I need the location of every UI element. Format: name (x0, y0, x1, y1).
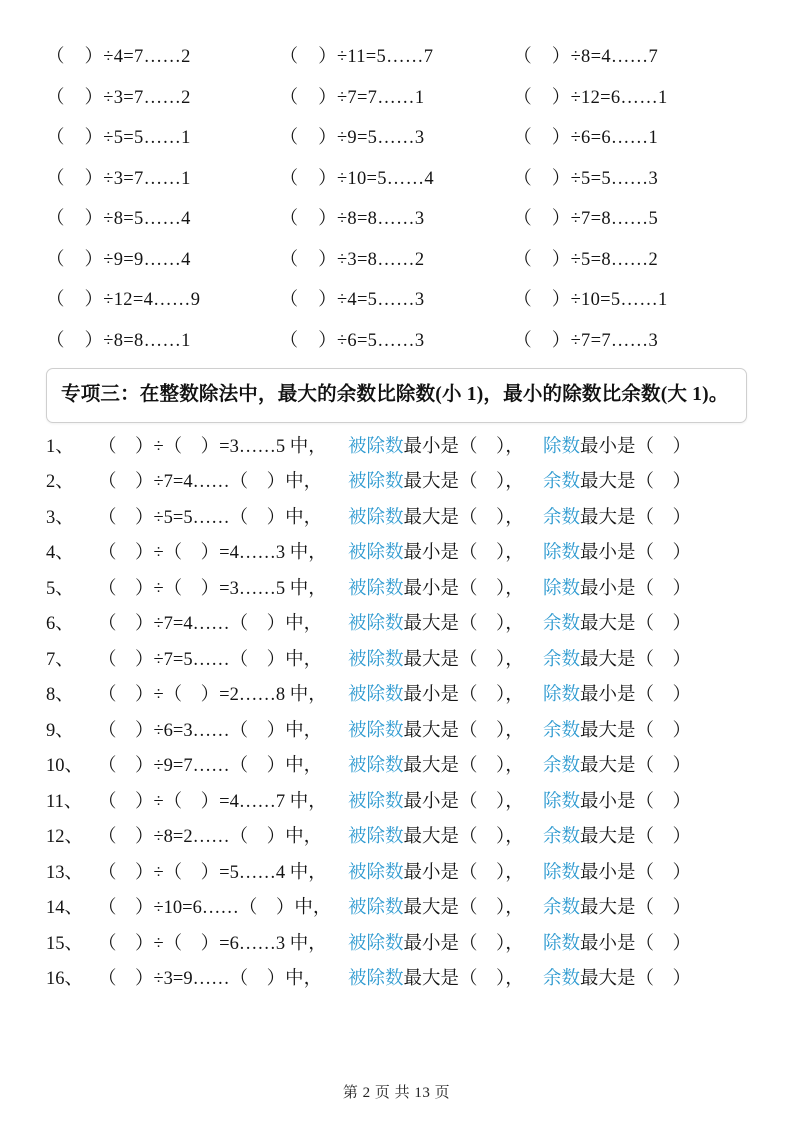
question-number: 2、 (46, 472, 74, 492)
list-item (46, 863, 747, 883)
question-expression: （ ）÷7=4……（ ）中， (98, 614, 323, 634)
list-item (46, 792, 747, 812)
question-number: 13、 (46, 862, 84, 883)
question-part-1 (348, 685, 543, 705)
exercise-row (46, 245, 747, 271)
question-number: 1、 (46, 436, 74, 457)
question-part-1 (348, 508, 543, 528)
keyword-term: 除数 (543, 685, 581, 705)
question-part-2 (543, 614, 747, 634)
question-part-1 (348, 543, 543, 563)
question-part-2-rest: 最大是（ ） (580, 898, 692, 918)
question-part-2-rest: 最大是（ ） (580, 720, 692, 741)
question-number: 11、 (46, 791, 83, 812)
list-item (46, 543, 747, 563)
question-expression: （ ）÷5=5……（ ）中， (98, 507, 323, 528)
question-number: 4、 (46, 543, 74, 563)
question-part-2 (543, 579, 747, 599)
question-number: 12、 (46, 827, 84, 847)
exercise-cell: （ ）÷3=8……2 (279, 249, 425, 270)
keyword-term: 被除数 (348, 827, 404, 847)
question-part-1-rest: 最小是（ ）， (403, 791, 524, 812)
keyword-term: 被除数 (348, 898, 404, 918)
question-part-2 (543, 437, 747, 457)
exercise-cell: （ ）÷6=5……3 (279, 330, 425, 351)
question-part-1 (348, 756, 543, 776)
keyword-term: 被除数 (348, 791, 404, 812)
question-number: 15、 (46, 933, 84, 954)
keyword-term: 被除数 (348, 649, 404, 670)
keyword-term: 余数 (543, 472, 581, 492)
exercise-row (46, 123, 747, 149)
question-part-2-rest: 最小是（ ） (580, 436, 692, 457)
keyword-term: 除数 (543, 578, 581, 599)
exercise-cell: （ ）÷12=4……9 (46, 290, 201, 310)
exercise-cell: （ ）÷5=8……2 (513, 249, 659, 270)
question-number: 14、 (46, 898, 84, 918)
question-part-1-rest: 最大是（ ）， (403, 969, 524, 989)
exercise-cell: （ ）÷4=7……2 (46, 47, 191, 67)
keyword-term: 除数 (543, 933, 581, 954)
question-part-1-rest: 最大是（ ）， (403, 827, 524, 847)
question-number: 5、 (46, 578, 74, 599)
exercise-cell: （ ）÷5=5……3 (513, 168, 659, 189)
exercise-row (46, 204, 747, 230)
question-part-2-rest: 最大是（ ） (580, 507, 692, 528)
question-part-2-rest: 最小是（ ） (580, 543, 692, 563)
question-part-1 (348, 969, 543, 989)
keyword-term: 余数 (543, 756, 581, 776)
question-part-2 (543, 650, 747, 670)
keyword-term: 被除数 (348, 720, 404, 741)
keyword-term: 余数 (543, 614, 581, 634)
exercise-grid (46, 42, 747, 352)
question-part-2 (543, 721, 747, 741)
keyword-term: 余数 (543, 969, 581, 989)
keyword-term: 被除数 (348, 543, 404, 563)
question-part-2 (543, 543, 747, 563)
question-part-1 (348, 934, 543, 954)
keyword-term: 除数 (543, 543, 581, 563)
question-part-1-rest: 最小是（ ）， (403, 685, 524, 705)
exercise-cell: （ ）÷10=5……4 (279, 168, 434, 189)
question-part-2-rest: 最大是（ ） (580, 969, 692, 989)
keyword-term: 除数 (543, 862, 581, 883)
question-part-2-rest: 最小是（ ） (580, 933, 692, 954)
question-expression: （ ）÷（ ）=3……5 中， (98, 578, 327, 599)
question-part-2-rest: 最小是（ ） (580, 791, 692, 812)
exercise-cell: （ ）÷7=7……3 (513, 330, 659, 351)
question-part-2 (543, 863, 747, 883)
question-expression: （ ）÷（ ）=6……3 中， (98, 933, 327, 954)
question-part-1 (348, 579, 543, 599)
question-expression: （ ）÷6=3……（ ）中， (98, 720, 323, 741)
keyword-term: 被除数 (348, 578, 404, 599)
question-part-1 (348, 898, 543, 918)
question-number: 6、 (46, 614, 74, 634)
list-item (46, 650, 747, 670)
question-part-1-rest: 最小是（ ）， (403, 933, 524, 954)
keyword-term: 被除数 (348, 436, 404, 457)
exercise-row (46, 83, 747, 109)
keyword-term: 被除数 (348, 969, 404, 989)
question-part-1-rest: 最大是（ ）， (403, 614, 524, 634)
section-note-text: 专项三：在整数除法中，最大的余数比除数(小 1)，最小的除数比余数(大 1)。 (61, 383, 729, 405)
question-part-2 (543, 898, 747, 918)
question-part-2 (543, 756, 747, 776)
keyword-term: 除数 (543, 436, 581, 457)
exercise-cell: （ ）÷9=9……4 (46, 249, 191, 270)
exercise-cell: （ ）÷7=7……1 (279, 87, 425, 108)
list-item (46, 614, 747, 634)
exercise-cell: （ ）÷8=5……4 (46, 209, 191, 229)
list-item (46, 579, 747, 599)
exercise-row (46, 164, 747, 190)
keyword-term: 被除数 (348, 933, 404, 954)
question-part-1 (348, 792, 543, 812)
question-number: 9、 (46, 720, 74, 741)
exercise-cell: （ ）÷5=5……1 (46, 128, 191, 148)
question-part-1-rest: 最大是（ ）， (403, 649, 524, 670)
question-expression: （ ）÷7=5……（ ）中， (98, 649, 323, 670)
question-number: 16、 (46, 969, 84, 989)
question-part-1-rest: 最小是（ ）， (403, 543, 524, 563)
question-part-2-rest: 最小是（ ） (580, 685, 692, 705)
list-item (46, 721, 747, 741)
question-part-1 (348, 437, 543, 457)
question-part-2-rest: 最大是（ ） (580, 827, 692, 847)
question-part-1-rest: 最小是（ ）， (403, 436, 524, 457)
question-part-2-rest: 最小是（ ） (580, 578, 692, 599)
question-part-1 (348, 721, 543, 741)
exercise-cell: （ ）÷4=5……3 (279, 290, 425, 310)
question-part-2 (543, 934, 747, 954)
section-note-box (46, 368, 747, 423)
exercise-cell: （ ）÷11=5……7 (279, 47, 434, 67)
question-number: 3、 (46, 507, 74, 528)
question-number: 7、 (46, 649, 74, 670)
exercise-cell: （ ）÷9=5……3 (279, 128, 425, 148)
keyword-term: 被除数 (348, 685, 404, 705)
keyword-term: 被除数 (348, 614, 404, 634)
exercise-row (46, 326, 747, 352)
list-item (46, 685, 747, 705)
question-part-2-rest: 最大是（ ） (580, 472, 692, 492)
exercise-row (46, 285, 747, 311)
question-part-1-rest: 最大是（ ）， (403, 898, 524, 918)
keyword-term: 余数 (543, 898, 581, 918)
question-expression: （ ）÷8=2……（ ）中， (98, 827, 323, 847)
question-part-2 (543, 827, 747, 847)
exercise-cell: （ ）÷8=8……3 (279, 209, 425, 229)
question-part-2 (543, 685, 747, 705)
list-item (46, 898, 747, 918)
exercise-cell: （ ）÷3=7……1 (46, 168, 191, 189)
keyword-term: 被除数 (348, 862, 404, 883)
list-item (46, 756, 747, 776)
keyword-term: 除数 (543, 791, 581, 812)
question-part-1 (348, 650, 543, 670)
question-part-2-rest: 最大是（ ） (580, 649, 692, 670)
keyword-term: 余数 (543, 649, 581, 670)
exercise-row (46, 42, 747, 68)
question-expression: （ ）÷（ ）=4……3 中， (98, 543, 327, 563)
question-part-2 (543, 792, 747, 812)
list-item (46, 472, 747, 492)
question-part-1 (348, 614, 543, 634)
exercise-cell: （ ）÷3=7……2 (46, 87, 191, 108)
question-number: 8、 (46, 685, 74, 705)
question-expression: （ ）÷3=9……（ ）中， (98, 969, 323, 989)
list-item (46, 437, 747, 457)
keyword-term: 被除数 (348, 472, 404, 492)
question-part-1-rest: 最大是（ ）， (403, 472, 524, 492)
question-part-2-rest: 最大是（ ） (580, 614, 692, 634)
exercise-cell: （ ）÷10=5……1 (513, 290, 668, 310)
question-part-1-rest: 最小是（ ）， (403, 862, 524, 883)
question-expression: （ ）÷（ ）=3……5 中， (98, 436, 327, 457)
question-part-1-rest: 最大是（ ）， (403, 720, 524, 741)
question-number: 10、 (46, 756, 84, 776)
keyword-term: 被除数 (348, 507, 404, 528)
question-list (46, 437, 747, 990)
question-expression: （ ）÷7=4……（ ）中， (98, 472, 323, 492)
question-part-2 (543, 508, 747, 528)
question-part-2 (543, 472, 747, 492)
page-footer: 第 2 页 共 13 页 (342, 1085, 451, 1101)
keyword-term: 余数 (543, 720, 581, 741)
question-expression: （ ）÷10=6……（ ）中， (98, 898, 332, 918)
question-expression: （ ）÷9=7……（ ）中， (98, 756, 323, 776)
keyword-term: 被除数 (348, 756, 404, 776)
list-item (46, 934, 747, 954)
question-expression: （ ）÷（ ）=5……4 中， (98, 862, 327, 883)
question-part-2 (543, 969, 747, 989)
list-item (46, 508, 747, 528)
keyword-term: 余数 (543, 507, 581, 528)
keyword-term: 余数 (543, 827, 581, 847)
question-part-1-rest: 最大是（ ）， (403, 756, 524, 776)
question-part-1-rest: 最大是（ ）， (403, 507, 524, 528)
question-part-1 (348, 827, 543, 847)
question-expression: （ ）÷（ ）=4……7 中， (98, 791, 327, 812)
question-expression: （ ）÷（ ）=2……8 中， (98, 685, 327, 705)
exercise-cell: （ ）÷12=6……1 (513, 87, 668, 108)
question-part-1-rest: 最小是（ ）， (403, 578, 524, 599)
exercise-cell: （ ）÷7=8……5 (513, 209, 659, 229)
exercise-cell: （ ）÷8=4……7 (513, 47, 659, 67)
exercise-cell: （ ）÷8=8……1 (46, 330, 191, 351)
question-part-2-rest: 最大是（ ） (580, 756, 692, 776)
list-item (46, 969, 747, 989)
list-item (46, 827, 747, 847)
question-part-1 (348, 472, 543, 492)
question-part-1 (348, 863, 543, 883)
exercise-cell: （ ）÷6=6……1 (513, 128, 659, 148)
question-part-2-rest: 最小是（ ） (580, 862, 692, 883)
